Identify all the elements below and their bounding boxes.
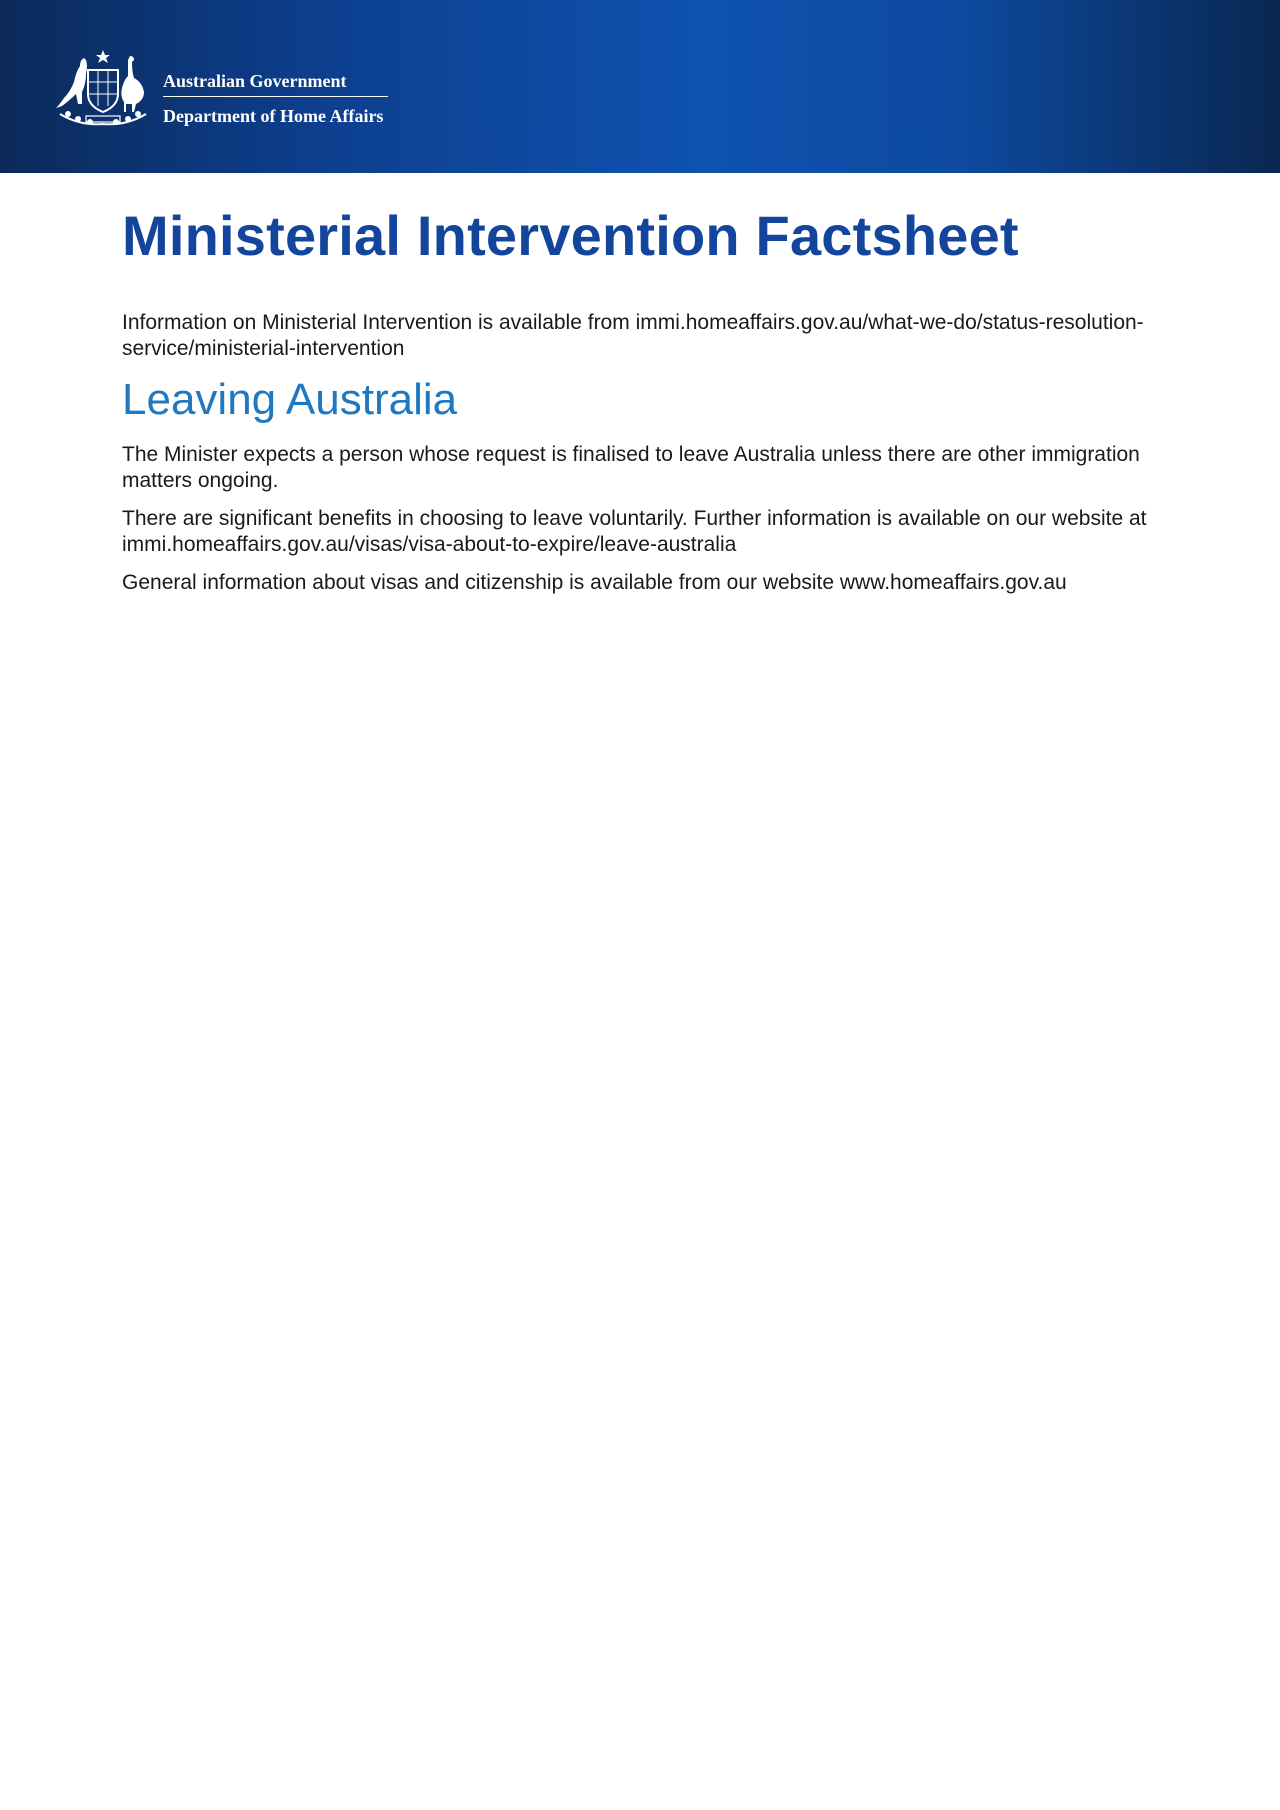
section-heading-leaving-australia: Leaving Australia <box>122 375 458 424</box>
paragraph-general-information: General information about visas and citizenship is available from our website www.homeaffairs.gov.au <box>122 571 1067 594</box>
header-banner <box>0 0 1280 173</box>
department-name: Department of Home Affairs <box>163 106 384 126</box>
agency-name: Australian Government <box>163 71 347 91</box>
agency-divider <box>163 96 388 97</box>
intro-paragraph: Information on Ministerial Intervention is available from immi.homeaffairs.gov.au/what-we-do/status-resolution-service/ministerial-intervention <box>122 311 1144 360</box>
document-body <box>122 200 1162 596</box>
commonwealth-coat-of-arms-icon <box>50 48 156 130</box>
paragraph-leave-voluntarily: There are significant benefits in choosing to leave voluntarily. Further information is available on our website at immi.homeaffairs.gov.au/visas/visa-about-to-expire/leave-australia <box>122 507 1147 556</box>
page-title: Ministerial Intervention Factsheet <box>122 204 1019 267</box>
paragraph-minister-expects: The Minister expects a person whose request is finalised to leave Australia unless there are other immigration matters ongoing. <box>122 443 1140 492</box>
agency-lockup <box>163 70 388 127</box>
